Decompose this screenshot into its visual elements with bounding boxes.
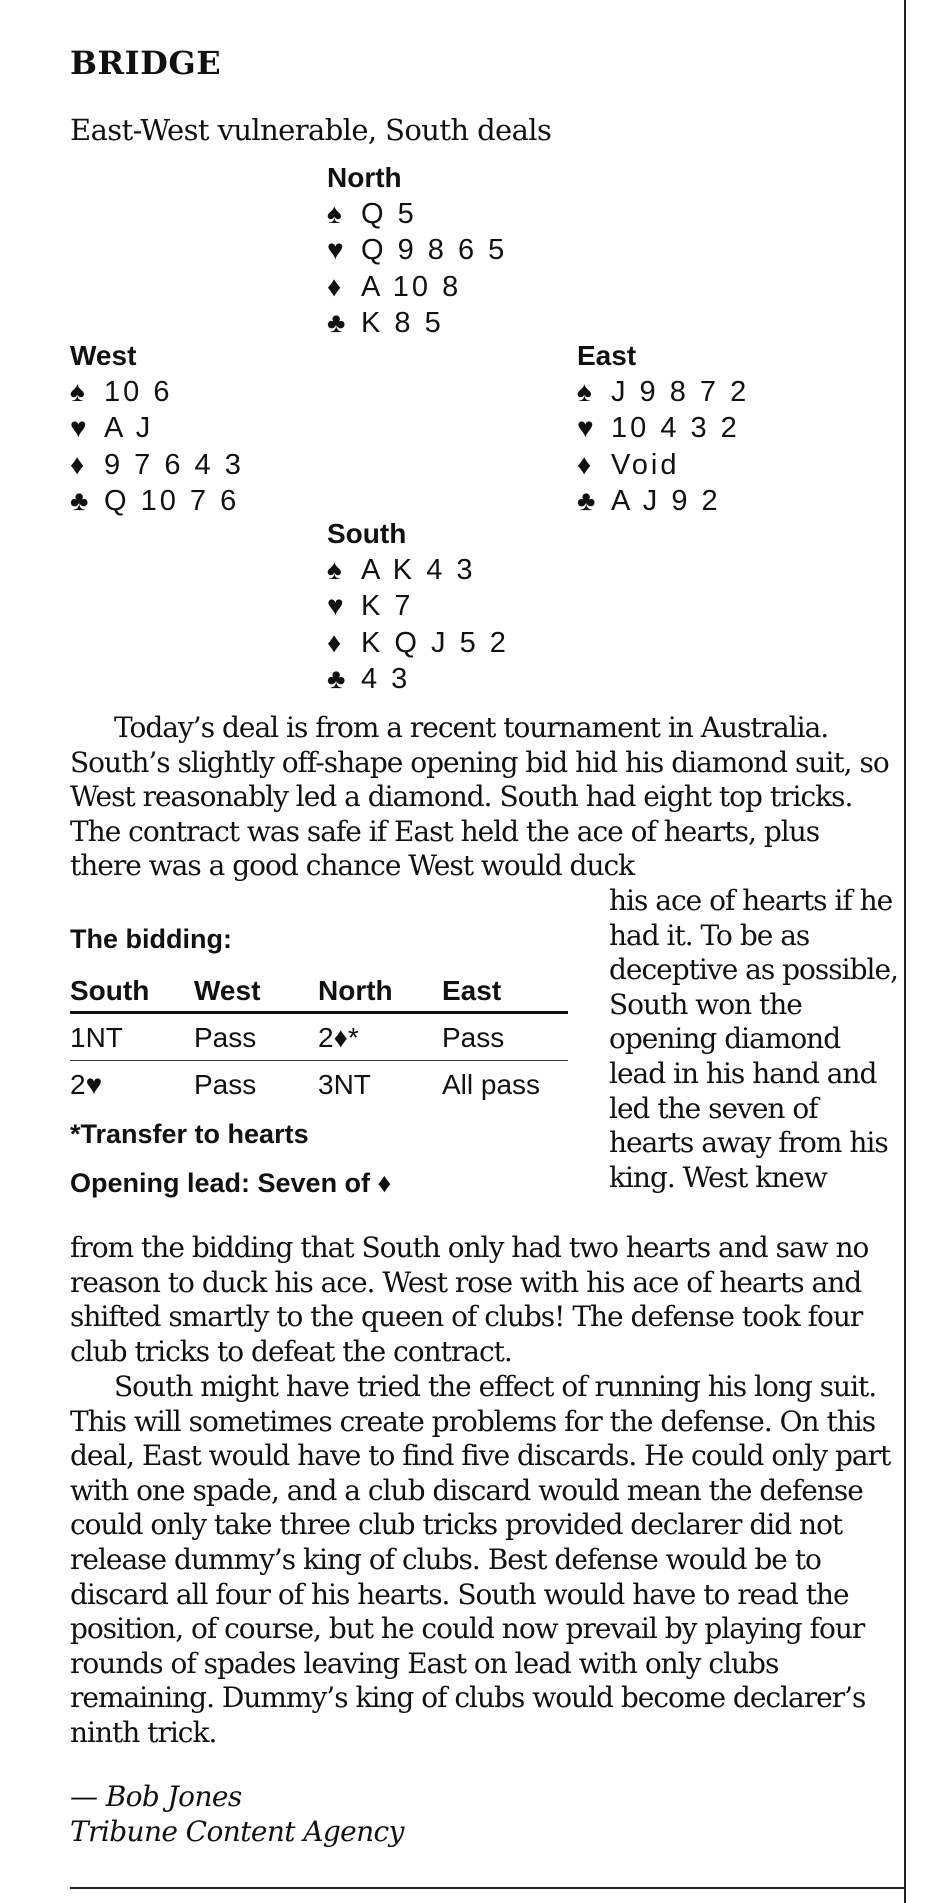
column-title: BRIDGE: [70, 44, 222, 82]
article-paragraph-1-side: his ace of hearts if he had it. To be as deceptive as possible, South won the opening diamond lead in his hand and led the seven of hearts away from his king. West knew: [609, 884, 898, 1194]
bidding-footnote: *Transfer to hearts: [70, 1119, 309, 1149]
south-spades: ♠ A K 4 3: [327, 553, 476, 586]
bid-cell: All pass: [442, 1069, 541, 1100]
diamond-icon: ♦: [70, 448, 85, 480]
bid-cell: Pass: [194, 1069, 257, 1100]
east-clubs: ♣ A J 9 2: [577, 485, 721, 517]
south-clubs: ♣ 4 3: [327, 663, 411, 695]
north-diamonds: ♦ A 10 8: [327, 270, 462, 303]
hand-north: [327, 160, 507, 342]
north-clubs: ♣ K 8 5: [327, 307, 444, 339]
column-rule-bottom: [70, 1887, 904, 1889]
bid-cell: 1NT: [70, 1013, 194, 1061]
west-spades: ♠ 10 6: [70, 375, 173, 408]
club-icon: ♣: [327, 663, 346, 694]
heart-icon: ♥: [327, 234, 344, 265]
heart-icon: ♥: [577, 412, 594, 443]
hand-east: [577, 338, 749, 520]
diamond-icon: ♦: [577, 448, 592, 480]
bid-cell: 2♥: [70, 1069, 103, 1100]
bidding-row: [70, 1061, 568, 1108]
bidding-table: [70, 969, 568, 1107]
diamond-icon: ♦: [327, 270, 342, 302]
byline-agency: Tribune Content Agency: [70, 1814, 404, 1848]
spade-icon: ♠: [327, 553, 342, 585]
club-icon: ♣: [577, 485, 596, 516]
deal-info: East-West vulnerable, South deals: [70, 113, 552, 147]
bidding-col-west: West: [194, 969, 318, 1013]
spade-icon: ♠: [577, 375, 592, 407]
club-icon: ♣: [70, 485, 89, 516]
article-paragraph-1: Today’s deal is from a recent tournament in Australia. South’s slightly off-shape opening bid hid his diamond suit, so West reasonably led a diamond. South had eight top tricks. The contract was safe if East held the ace of hearts, plus there was a good chance West would duck: [70, 711, 889, 883]
hand-south: [327, 516, 509, 698]
column-rule-right: [904, 0, 906, 1903]
east-diamonds: ♦ Void: [577, 448, 680, 481]
bid-cell: Pass: [194, 1013, 318, 1061]
bid-cell: Pass: [442, 1013, 568, 1061]
north-hearts: ♥ Q 9 8 6 5: [327, 234, 508, 266]
south-hearts: ♥ K 7: [327, 590, 414, 622]
bidding-box: [70, 924, 570, 1199]
bidding-heading: The bidding:: [70, 924, 232, 954]
seat-label-south: South: [327, 518, 407, 549]
west-clubs: ♣ Q 10 7 6: [70, 485, 240, 517]
article-paragraph-1-end: from the bidding that South only had two hearts and saw no reason to duck his ace. West rose with his ace of hearts and shifted smartly to the queen of clubs! The defense took four club tricks to defeat the contract.: [70, 1231, 869, 1368]
seat-label-north: North: [327, 162, 402, 193]
article-paragraph-2: South might have tried the effect of running his long suit. This will sometimes create problems for the defense. On this deal, East would have to find five discards. He could only part with one spade, and a club discard would mean the defense could only take three club tricks provided declarer did not release dummy’s king of clubs. Best defense would be to discard all four of his hearts. South would have to read the position, of course, but he could now prevail by playing four rounds of spades leaving East on lead with only clubs remaining. Dummy’s king of clubs would become declarer’s ninth trick.: [70, 1370, 891, 1749]
spade-icon: ♠: [70, 375, 85, 407]
west-hearts: ♥ A J: [70, 412, 154, 444]
bidding-row: [70, 1013, 568, 1061]
club-icon: ♣: [327, 307, 346, 338]
opening-lead: Opening lead: Seven of ♦: [70, 1168, 392, 1198]
heart-icon: ♥: [327, 590, 344, 621]
bidding-col-north: North: [318, 969, 442, 1013]
byline: [70, 1780, 404, 1849]
heart-icon: ♥: [70, 412, 87, 443]
hand-west: [70, 338, 244, 520]
seat-label-east: East: [577, 340, 637, 371]
south-diamonds: ♦ K Q J 5 2: [327, 626, 509, 659]
seat-label-west: West: [70, 340, 137, 371]
bid-cell: 2♦*: [318, 1013, 442, 1061]
east-spades: ♠ J 9 8 7 2: [577, 375, 750, 408]
diamond-icon: ♦: [327, 626, 342, 658]
north-spades: ♠ Q 5: [327, 197, 417, 230]
west-diamonds: ♦ 9 7 6 4 3: [70, 448, 244, 481]
spade-icon: ♠: [327, 197, 342, 229]
bidding-col-east: East: [442, 969, 568, 1013]
east-hearts: ♥ 10 4 3 2: [577, 412, 740, 444]
bidding-header-row: [70, 969, 568, 1013]
bid-cell: 3NT: [318, 1069, 371, 1100]
byline-author: — Bob Jones: [70, 1780, 242, 1813]
bidding-col-south: South: [70, 969, 194, 1013]
